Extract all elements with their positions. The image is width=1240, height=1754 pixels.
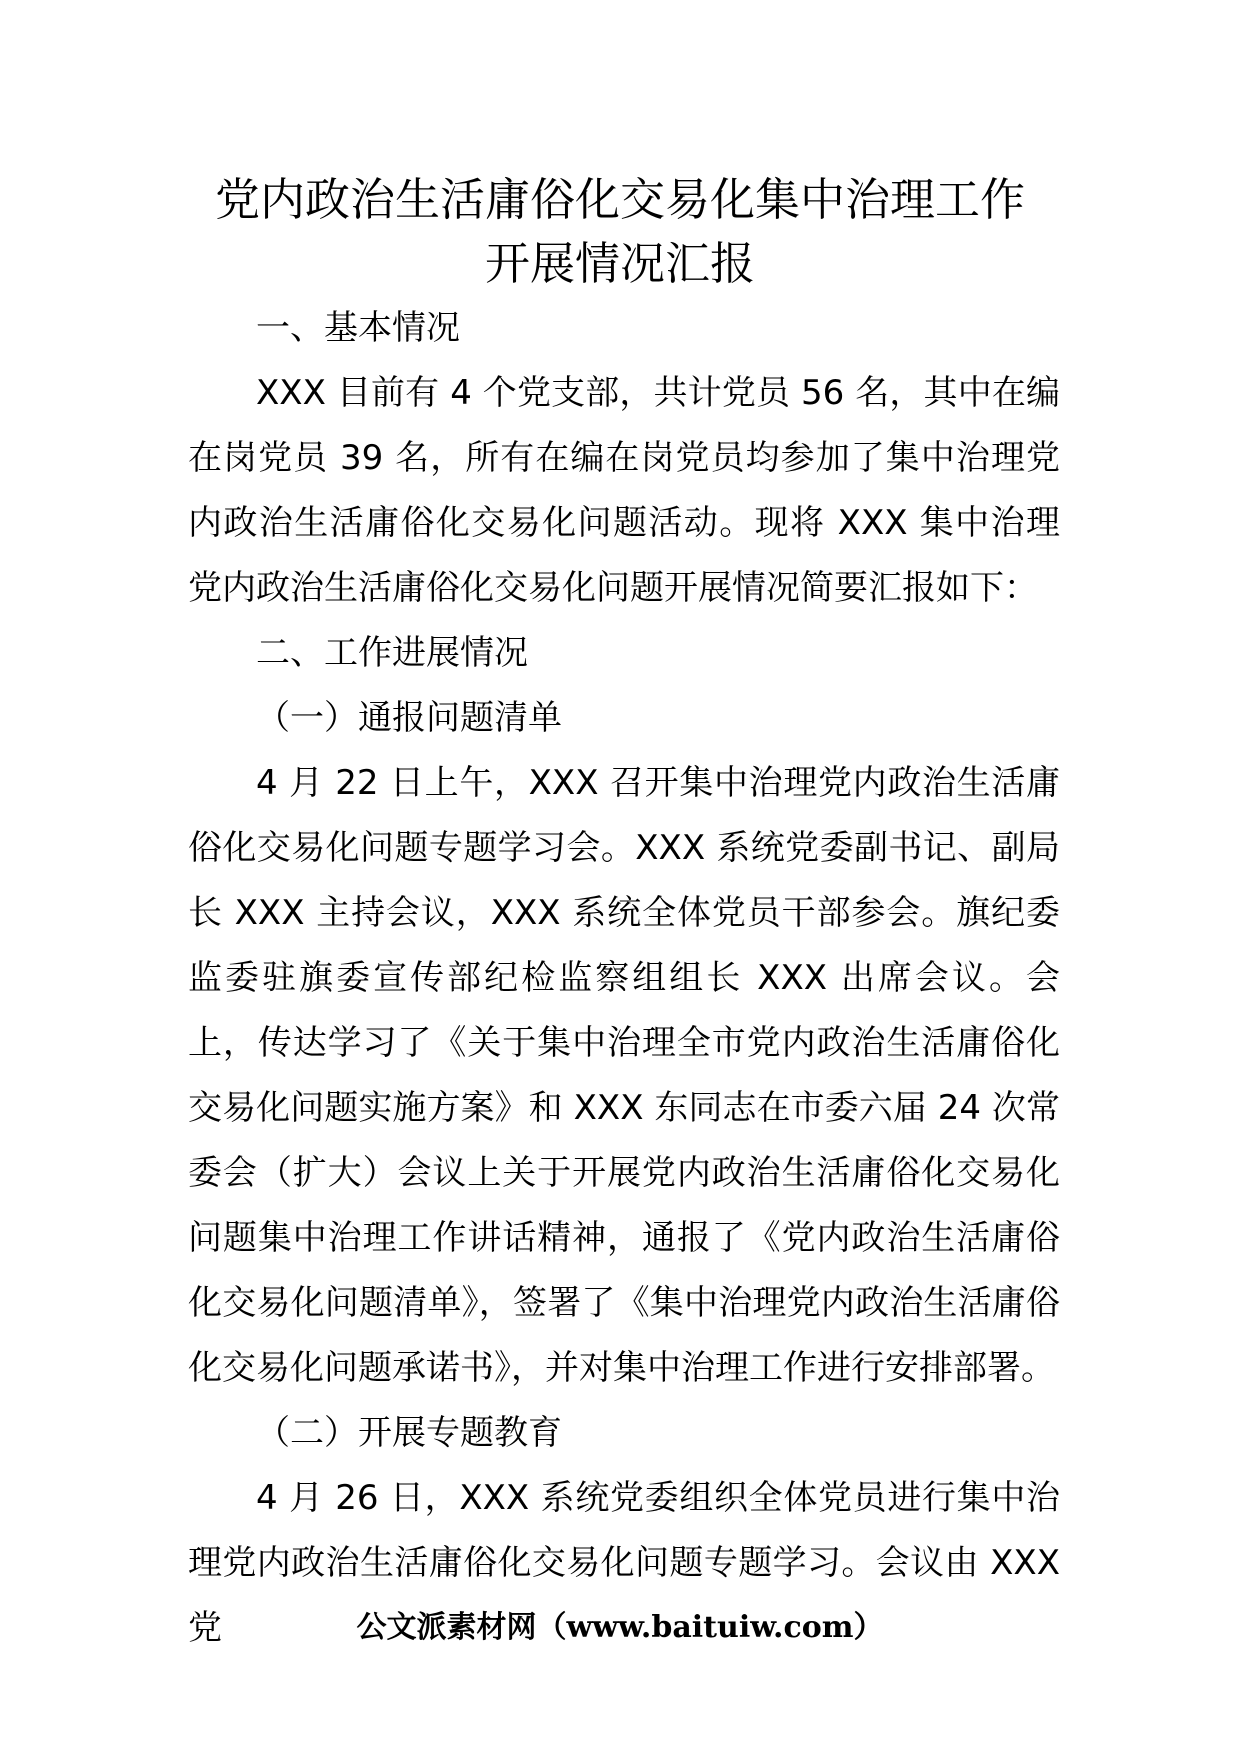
subsection-heading-special-education: （二）开展专题教育: [256, 1413, 562, 1453]
section-heading-work-progress: 二、工作进展情况: [256, 633, 528, 673]
document-title-line-1: 党内政治生活庸俗化交易化集中治理工作: [214, 173, 1025, 226]
paragraph-basic-situation: XXX 目前有 4 个党支部，共计党员 56 名，其中在编在岗党员 39 名，所有在编在岗党员均参加了集中治理党内政治生活庸俗化交易化问题活动。现将 XXX 集中治理党内政治生活庸俗化交易化问题开展情况简要汇报如下：: [188, 373, 1060, 608]
document-body: [188, 296, 1060, 1661]
subsection-heading-problem-list: （一）通报问题清单: [256, 698, 562, 738]
footer-watermark: 公文派素材网（www.baituiw.com）: [356, 1610, 884, 1645]
paragraph-problem-list: 4 月 22 日上午，XXX 召开集中治理党内政治生活庸俗化交易化问题专题学习会。XXX 系统党委副书记、副局长 XXX 主持会议，XXX 系统全体党员干部参会。旗纪委监委驻旗委宣传部纪检监察组组长 XXX 出席会议。会上，传达学习了《关于集中治理全市党内政治生活庸俗化交易化问题实施方案》和 XXX 东同志在市委六届 24 次常委会（扩大）会议上关于开展党内政治生活庸俗化交易化问题集中治理工作讲话精神，通报了《党内政治生活庸俗化交易化问题清单》，签署了《集中治理党内政治生活庸俗化交易化问题承诺书》，并对集中治理工作进行安排部署。: [188, 763, 1060, 1388]
section-heading-basic-situation: 一、基本情况: [256, 308, 460, 348]
paragraph-special-education: 4 月 26 日，XXX 系统党委组织全体党员进行集中治理党内政治生活庸俗化交易化问题专题学习。会议由 XXX 党: [188, 1478, 1060, 1648]
document-title-line-2: 开展情况汇报: [484, 237, 755, 290]
